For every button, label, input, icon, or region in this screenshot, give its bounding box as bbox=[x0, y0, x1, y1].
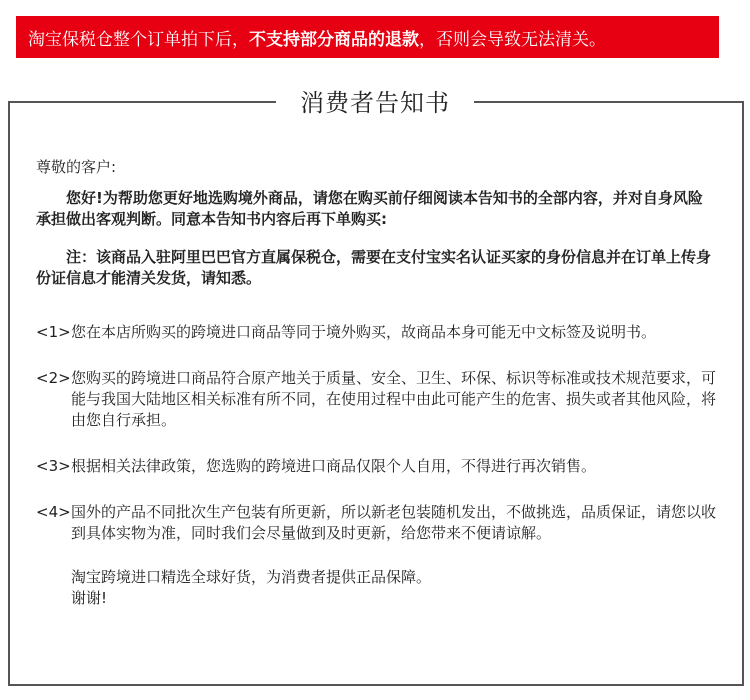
note-paragraph: 注：该商品入驻阿里巴巴官方直属保税仓，需要在支付宝实名认证买家的身份信息并在订单上传身份证信息才能清关发货，请知悉。 bbox=[36, 248, 712, 287]
warning-banner bbox=[16, 16, 719, 58]
item-text: 国外的产品不同批次生产包装有所更新，所以新老包装随机发出，不做挑选，品质保证，请您以收到具体实物为准，同时我们会尽量做到及时更新，给您带来不便请谅解。 bbox=[71, 503, 717, 542]
item-text: 您在本店所购买的跨境进口商品等同于境外购买，故商品本身可能无中文标签及说明书。 bbox=[71, 323, 657, 341]
item-number: <1> bbox=[36, 323, 71, 341]
list-item bbox=[36, 368, 716, 431]
closing-block bbox=[36, 567, 716, 609]
greeting: 尊敬的客户: bbox=[36, 158, 117, 176]
intro-paragraph: 您好!为帮助您更好地选购境外商品，请您在购买前仔细阅读本告知书的全部内容，并对自身风险承担做出客观判断。同意本告知书内容后再下单购买: bbox=[36, 189, 703, 228]
item-number: <2> bbox=[36, 369, 71, 387]
notice-content bbox=[36, 157, 716, 609]
banner-text-start: 淘宝保税仓整个订单拍下后， bbox=[28, 29, 249, 50]
list-item bbox=[36, 322, 716, 343]
list-item bbox=[36, 502, 716, 544]
notice-title-wrap bbox=[0, 83, 750, 118]
banner-text-bold: 不支持部分商品的退款 bbox=[249, 29, 419, 50]
list-item bbox=[36, 456, 716, 477]
thanks-line: 谢谢! bbox=[71, 589, 108, 607]
notice-title: 消费者告知书 bbox=[276, 89, 474, 117]
closing-line: 淘宝跨境进口精选全球好货，为消费者提供正品保障。 bbox=[71, 568, 432, 586]
item-text: 您购买的跨境进口商品符合原产地关于质量、安全、卫生、环保、标识等标准或技术规范要求，可能与我国大陆地区相关标准有所不同，在使用过程中由此可能产生的危害、损失或者其他风险，将由您自行承担。 bbox=[71, 369, 717, 429]
item-number: <4> bbox=[36, 503, 71, 521]
banner-text-end: ，否则会导致无法清关。 bbox=[419, 29, 606, 50]
item-text: 根据相关法律政策，您选购的跨境进口商品仅限个人自用，不得进行再次销售。 bbox=[71, 457, 597, 475]
item-number: <3> bbox=[36, 457, 71, 475]
